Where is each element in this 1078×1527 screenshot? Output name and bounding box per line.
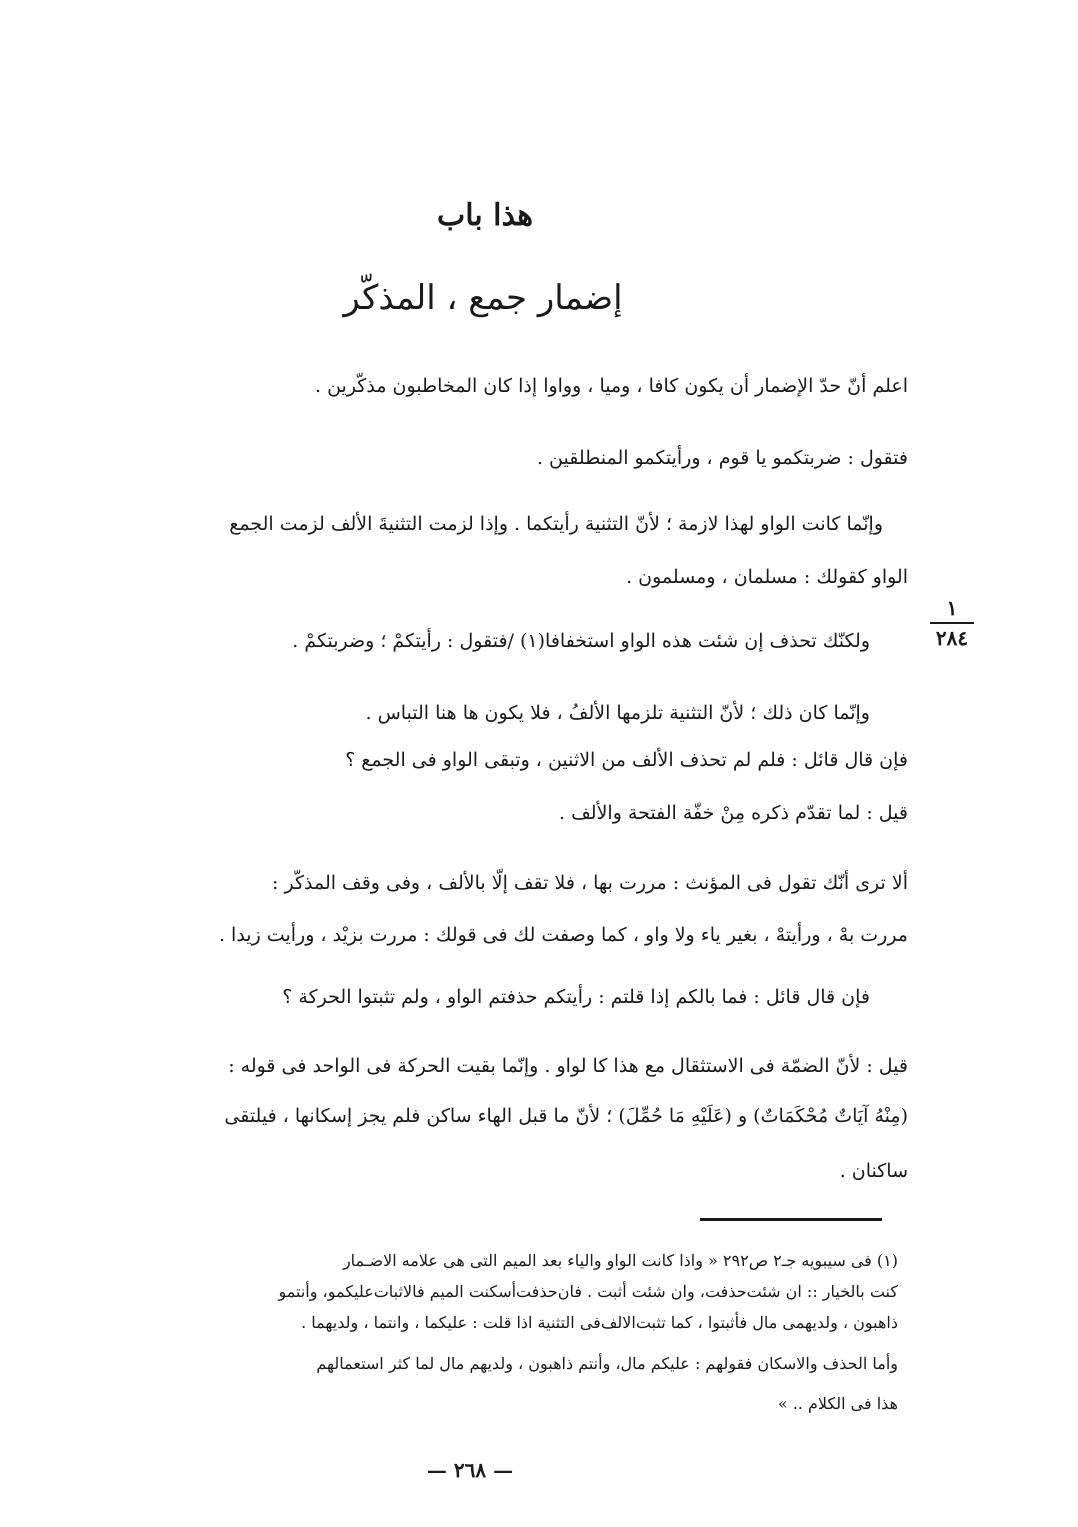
body-line: قيل : لأنّ الضمّة فى الاستثقال مع هذا كا لواو . وإنّما بقيت الحركة فى الواحد فى قوله : (228, 1055, 908, 1077)
body-line: ألا ترى أنّك تقول فى المؤنث : مررت بها ، فلا تقف إلّا بالألف ، وفى وقف المذكّر : (272, 872, 908, 894)
body-line: وإنّما كان ذلك ؛ لأنّ التثنية تلزمها الألفُ ، فلا يكون ها هنا التباس . (365, 702, 870, 724)
body-line: فإن قال قائل : فلم لم تحذف الألف من الاثنين ، وتبقى الواو فى الجمع ؟ (345, 749, 908, 771)
body-line: الواو كقولك : مسلمان ، ومسلمون . (626, 566, 908, 588)
footnote-line: هذا فى الكلام .. » (777, 1394, 898, 1413)
body-line: فإن قال قائل : فما بالكم إذا قلتم : رأيتكم حذفتم الواو ، ولم تثبتوا الحركة ؟ (282, 986, 870, 1008)
footnote-line: (١) فى سيبويه جـ٢ ص٢٩٢ « واذا كانت الواو والياء بعد الميم التى هى علامه الاضـمار (342, 1251, 898, 1270)
margin-page-reference (928, 596, 976, 650)
chapter-subtitle: إضمار جمع ، المذكّر (343, 278, 623, 318)
body-line: قيل : لما تقدّم ذكره مِنْ خفّة الفتحة والألف . (559, 802, 908, 824)
footnote-line: كنت بالخيار :: ان شئت‌حذفت، وان شئت أثبت . فان‌حذفت‌أسكنت الميم فالاثبات‌عليكمو، وأنتمو (278, 1282, 898, 1301)
margin-ref-top: ١ (946, 596, 958, 620)
body-line: فتقول : ضربتكمو يا قوم ، ورأيتكمو المنطلقين . (536, 447, 908, 469)
body-line: وإنّما كانت الواو لهذا لازمة ؛ لأنّ التثنية رأيتكما . وإذا لزمت التثنيةَ الألف لزمت الجمع (229, 513, 883, 535)
margin-ref-rule (930, 622, 974, 624)
footnote-line: ذاهبون ، ولديهمى مال فأثبتوا ، كما تثبت‌الالف‌فى التثنية اذا قلت : عليكما ، وانتما ، ولديهما . (301, 1313, 898, 1332)
chapter-heading: هذا باب (436, 198, 534, 233)
body-line: اعلم أنّ حدّ الإضمار أن يكون كافا ، وميا ، وواوا إذا كان المخاطبون مذكّرين . (314, 375, 908, 397)
footnote-divider (700, 1218, 882, 1221)
footnote-line: وأما الحذف والاسكان فقولهم : عليكم مال، وأنتم ذاهبون ، ولديهم مال لما كثر استعمالهم (316, 1354, 898, 1373)
margin-ref-bottom: ٢٨٤ (935, 626, 969, 650)
body-line: ولكنّك تحذف إن شئت هذه الواو استخفافا(١) /فتقول : رأيتكمْ ؛ وضربتكمْ . (292, 630, 870, 652)
body-line: (مِنْهُ آيَاتٌ مُحْكَمَاتٌ) و (عَلَيْهِ مَا حُمِّلَ) ؛ لأنّ ما قبل الهاء ساكن فلم يجز إسكانها ، فيلتقى (224, 1105, 908, 1127)
body-line: ساكنان . (839, 1160, 908, 1182)
body-line: مررت بهْ ، ورأيتهْ ، بغير ياء ولا واو ، كما وصفت لك فى قولك : مررت بزيْد ، ورأيت زيدا . (218, 924, 908, 946)
page-number: — ٢٦٨ — (426, 1458, 514, 1482)
